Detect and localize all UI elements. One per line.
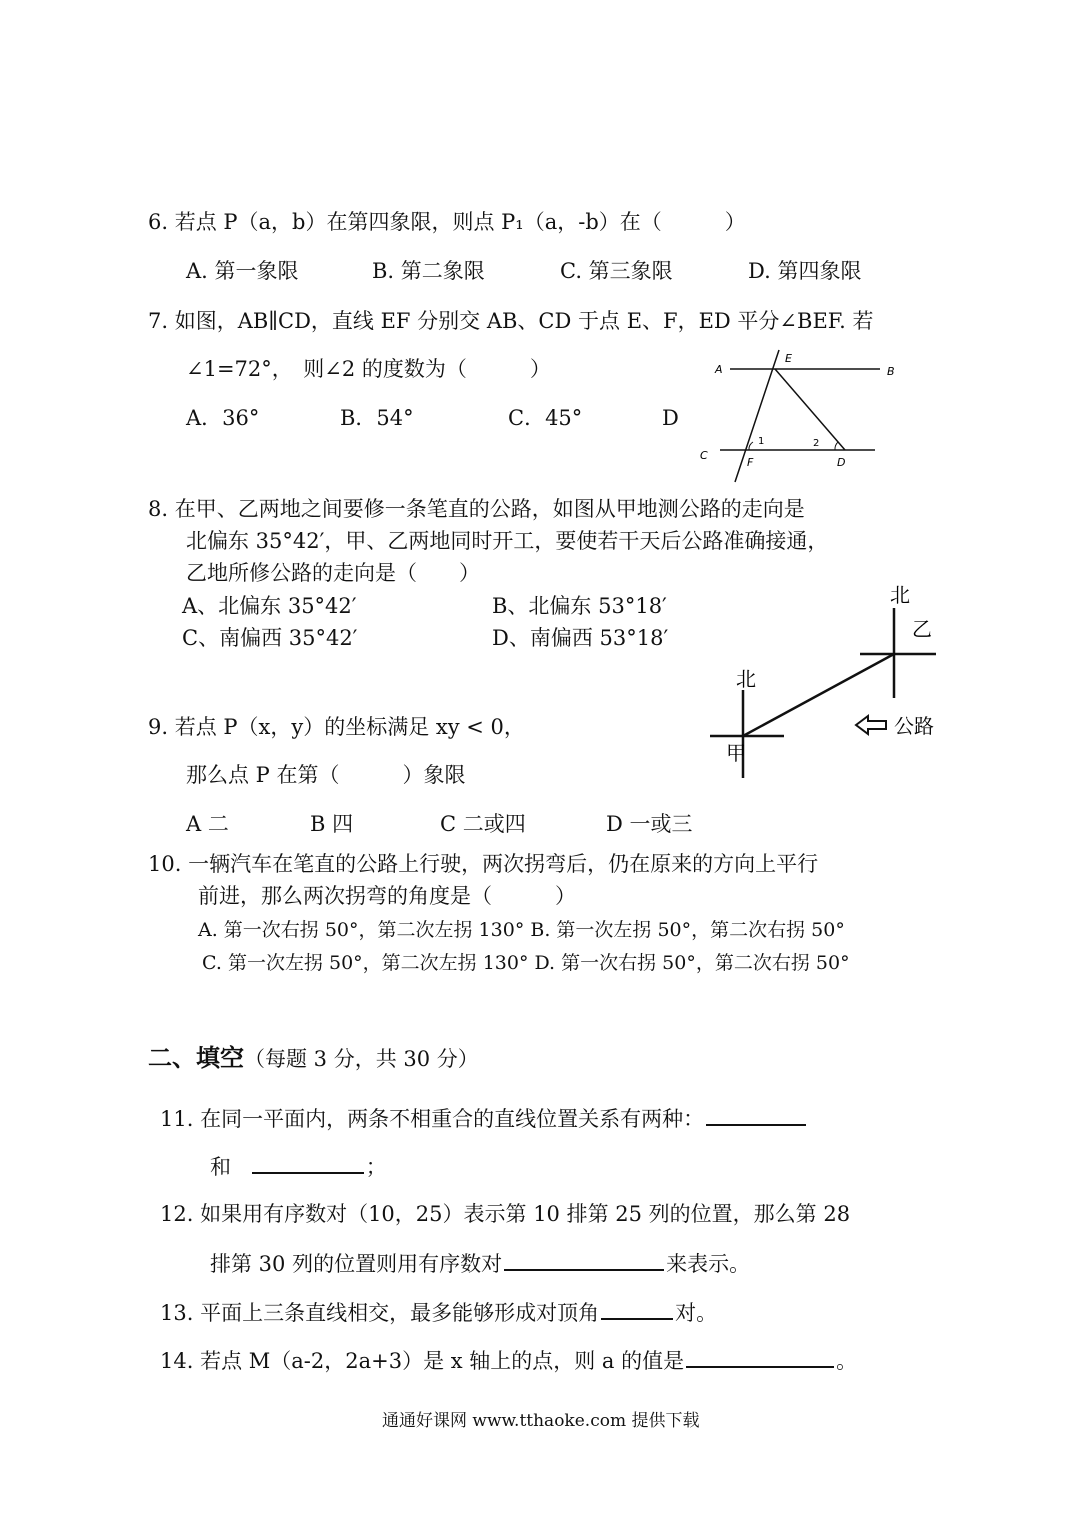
q9-option-b: B 四 — [310, 812, 354, 836]
q8-figure — [700, 578, 950, 783]
page-footer: 通通好课网 www.tthaoke.com 提供下载 — [382, 1411, 700, 1431]
label-e: E — [785, 352, 792, 365]
q6-option-b: B. 第二象限 — [372, 259, 485, 283]
q14-post: 。 — [836, 1349, 858, 1373]
q11-blank-1[interactable] — [706, 1104, 806, 1126]
label-a: A — [715, 363, 723, 376]
q13-line — [160, 1298, 717, 1326]
q7-option-b: B．54° — [340, 406, 414, 430]
q14-pre: 14. 若点 M（a-2，2a+3）是 x 轴上的点，则 a 的值是 — [160, 1349, 685, 1373]
angle1-arc — [749, 442, 753, 450]
q13-post: 对。 — [675, 1301, 718, 1325]
q9-option-d: D 一或三 — [606, 812, 693, 836]
q10-options-row1: A. 第一次右拐 50°，第二次左拐 130° B. 第一次左拐 50°，第二次右拐 50° — [198, 919, 845, 941]
label-yi: 乙 — [912, 617, 932, 641]
q9-stem-line1: 9. 若点 P（x，y）的坐标满足 xy < 0， — [148, 715, 525, 739]
q8-stem-line1: 8. 在甲、乙两地之间要修一条笔直的公路，如图从甲地测公路的走向是 — [148, 497, 805, 521]
label-b: B — [887, 365, 895, 378]
q14-blank[interactable] — [686, 1346, 834, 1368]
label-angle1: 1 — [758, 436, 765, 447]
q12-line2 — [210, 1249, 750, 1277]
q6-option-a: A. 第一象限 — [186, 259, 299, 283]
q10-stem-line2: 前进，那么两次拐弯的角度是（ ） — [198, 884, 576, 908]
q9-option-a: A 二 — [186, 812, 229, 836]
q14-line — [160, 1346, 857, 1374]
q8-option-c: C、南偏西 35°42′ — [182, 626, 358, 650]
q11-blank-2[interactable] — [252, 1152, 364, 1174]
q12-line2-post: 来表示。 — [666, 1252, 751, 1276]
q10-stem-line1: 10. 一辆汽车在笔直的公路上行驶，两次拐弯后，仍在原来的方向上平行 — [148, 852, 819, 876]
q12-blank[interactable] — [504, 1249, 664, 1271]
q8-stem-line2: 北偏东 35°42′，甲、乙两地同时开工，要使若干天后公路准确接通， — [186, 529, 829, 553]
line-ef — [735, 350, 779, 482]
q7-figure — [695, 340, 910, 485]
q11-line1 — [160, 1104, 808, 1132]
q8-option-b: B、北偏东 53°18′ — [492, 594, 667, 618]
angle2-arc — [835, 442, 838, 450]
label-jia: 甲 — [726, 741, 746, 765]
q7-stem-line2: ∠1=72°， 则∠2 的度数为（ ） — [186, 357, 551, 381]
label-north-top: 北 — [890, 583, 910, 607]
q7-stem-line1: 7. 如图，AB∥CD，直线 EF 分别交 AB、CD 于点 E、F，ED 平分∠BEF. 若 — [148, 309, 874, 333]
q11-line2 — [210, 1152, 387, 1180]
q11-semicolon: ； — [365, 1155, 387, 1179]
label-c: C — [700, 449, 708, 462]
label-f: F — [747, 456, 754, 469]
q13-blank[interactable] — [601, 1298, 673, 1320]
q12-line2-pre: 排第 30 列的位置则用有序数对 — [210, 1252, 503, 1276]
q7-option-c: C．45° — [508, 406, 583, 430]
q9-option-c: C 二或四 — [440, 812, 526, 836]
q6-option-c: C. 第三象限 — [560, 259, 673, 283]
label-road: 公路 — [894, 714, 934, 738]
label-angle2: 2 — [813, 438, 820, 449]
q8-option-d: D、南偏西 53°18′ — [492, 626, 669, 650]
q7-option-d: D — [662, 406, 679, 430]
section2-note: （每题 3 分，共 30 分） — [244, 1047, 479, 1071]
q8-stem-line3: 乙地所修公路的走向是（ ） — [186, 561, 480, 585]
q9-stem-line2: 那么点 P 在第（ ）象限 — [186, 763, 466, 787]
q10-options-row2: C. 第一次左拐 50°，第二次左拐 130° D. 第一次右拐 50°，第二次右拐 50° — [202, 952, 850, 974]
road-line — [743, 654, 894, 736]
q11-text: 11. 在同一平面内，两条不相重合的直线位置关系有两种： — [160, 1107, 705, 1131]
q7-option-a: A．36° — [186, 406, 260, 430]
arrow-left-icon — [856, 716, 886, 734]
line-ed — [775, 369, 845, 450]
q8-option-a: A、北偏东 35°42′ — [182, 594, 357, 618]
q13-pre: 13. 平面上三条直线相交，最多能够形成对顶角 — [160, 1301, 600, 1325]
label-north-left: 北 — [736, 667, 756, 691]
q6-option-d: D. 第四象限 — [748, 259, 862, 283]
q12-line1: 12. 如果用有序数对（10，25）表示第 10 排第 25 列的位置，那么第 28 — [160, 1202, 851, 1226]
q6-stem: 6. 若点 P（a，b）在第四象限，则点 P₁（a，-b）在（ ） — [148, 210, 746, 234]
label-d: D — [837, 456, 846, 469]
section2-heading — [148, 1045, 479, 1072]
q11-and: 和 — [210, 1155, 231, 1179]
section2-title: 二、填空 — [148, 1043, 244, 1072]
